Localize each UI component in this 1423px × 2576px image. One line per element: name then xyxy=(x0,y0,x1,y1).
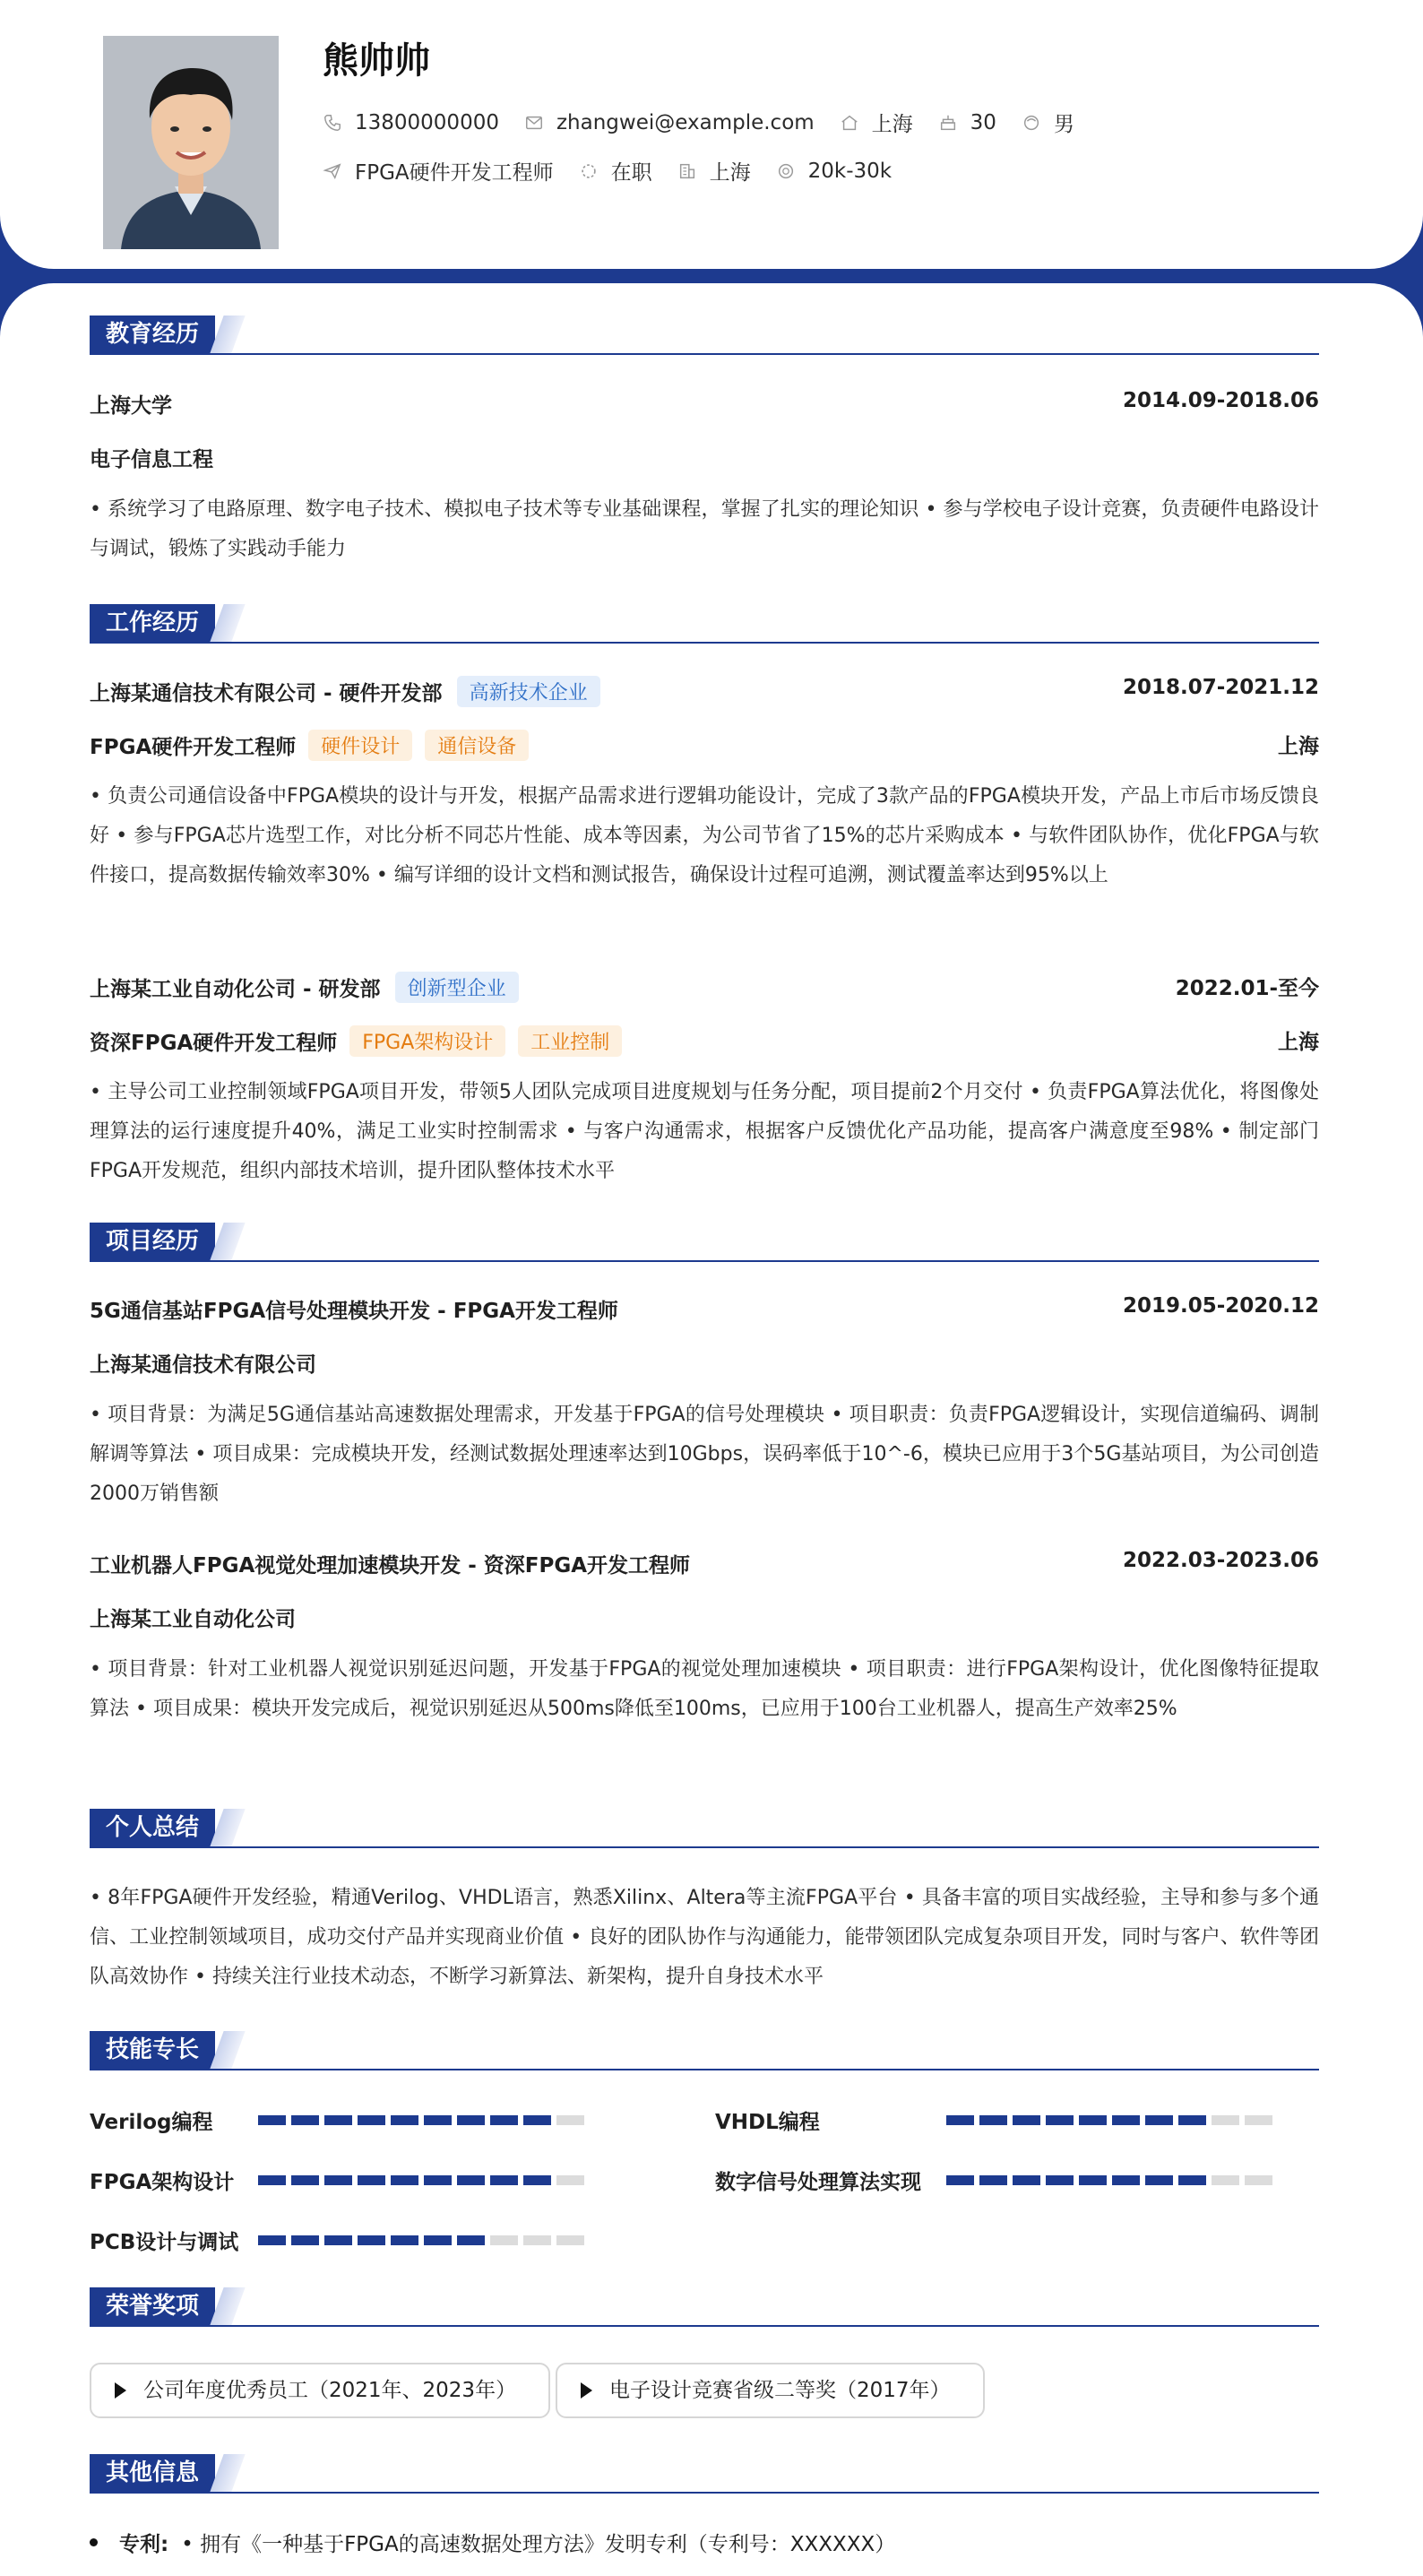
skill-segment-filled xyxy=(424,2115,452,2125)
section-other xyxy=(90,2454,1319,2494)
skill-name: FPGA架构设计 xyxy=(90,2171,235,2194)
email-value: zhangwei@example.com xyxy=(556,110,815,134)
project-name: 5G通信基站FPGA信号处理模块开发 - FPGA开发工程师 xyxy=(90,1300,618,1323)
section-title: 项目经历 xyxy=(90,1223,215,1260)
skill-segment-filled xyxy=(523,2115,551,2125)
skill-segment-filled xyxy=(291,2175,319,2185)
skill-segment-filled xyxy=(391,2235,418,2245)
skill-item xyxy=(90,2226,590,2255)
skill-segment-filled xyxy=(490,2115,518,2125)
skill-name: VHDL编程 xyxy=(715,2111,820,2134)
job-tag: 硬件设计 xyxy=(308,730,412,761)
skill-segment-empty xyxy=(1212,2175,1239,2185)
project-company: 上海某通信技术有限公司 xyxy=(90,1353,316,1377)
project-dates: 2022.03-2023.06 xyxy=(1122,1549,1319,1572)
skill-segment-empty xyxy=(556,2235,584,2245)
skill-segment-filled xyxy=(258,2175,286,2185)
skill-segment-filled xyxy=(1046,2115,1074,2125)
skill-segment-empty xyxy=(556,2115,584,2125)
status-info xyxy=(579,156,652,186)
position-info xyxy=(323,156,554,186)
job-tag: 通信设备 xyxy=(425,730,529,761)
mail-icon xyxy=(524,113,544,133)
patent-label: 专利: xyxy=(119,2533,169,2556)
award-text: 电子设计竞赛省级二等奖（2017年） xyxy=(609,2379,951,2402)
gender-info xyxy=(1022,108,1074,137)
job-location: 上海 xyxy=(1278,1031,1319,1054)
skill-segment-filled xyxy=(1079,2115,1107,2125)
company-name: 上海某工业自动化公司 - 研发部 xyxy=(90,978,381,1001)
job-title: 资深FPGA硬件开发工程师 xyxy=(90,1032,338,1055)
triangle-icon xyxy=(581,2382,592,2399)
skill-segment-filled xyxy=(1112,2115,1140,2125)
section-project xyxy=(90,1223,1319,1262)
status-icon xyxy=(579,161,599,181)
skill-item xyxy=(90,2165,590,2195)
skill-segment-filled xyxy=(457,2115,485,2125)
skill-item xyxy=(90,2105,590,2135)
award-badge xyxy=(90,2363,550,2418)
skill-item xyxy=(715,2165,1278,2195)
project-company: 上海某工业自动化公司 xyxy=(90,1608,296,1631)
section-title: 工作经历 xyxy=(90,604,215,642)
skill-segment-filled xyxy=(424,2235,452,2245)
skill-level-bar xyxy=(258,2235,590,2245)
skill-segment-filled xyxy=(324,2175,352,2185)
section-skills xyxy=(90,2031,1319,2070)
city-value: 上海 xyxy=(871,113,913,136)
skill-segment-filled xyxy=(291,2115,319,2125)
skill-segment-filled xyxy=(1178,2115,1206,2125)
skill-segment-filled xyxy=(1112,2175,1140,2185)
skill-segment-filled xyxy=(523,2175,551,2185)
work-desc: • 主导公司工业控制领域FPGA项目开发，带领5人团队完成项目进度规划与任务分配，项目提前2个月交付 • 负责FPGA算法优化，将图像处理算法的运行速度提升40%，满足工业实时控制需求 • 与客户沟通需求，根据客户反馈优化产品功能，提高客户满意度至98% • 制定部门FPGA开发规范，组织内部技术培训，提升团队整体技术水平 xyxy=(90,1081,1319,1182)
skill-segment-filled xyxy=(324,2115,352,2125)
project-desc: • 项目背景：为满足5G通信基站高速数据处理需求，开发基于FPGA的信号处理模块 • 项目职责：负责FPGA逻辑设计，实现信道编码、调制解调等算法 • 项目成果：完成模块开发，经测试数据处理速率达到10Gbps，误码率低于10^-6，模块已应用于3个5G基站项目，为公司创造2000万销售额 xyxy=(90,1404,1319,1505)
skill-segment-filled xyxy=(946,2115,974,2125)
skill-segment-filled xyxy=(1145,2175,1173,2185)
profile-photo xyxy=(103,36,279,249)
summary-text: • 8年FPGA硬件开发经验，精通Verilog、VHDL语言，熟悉Xilinx、Altera等主流FPGA平台 • 具备丰富的项目实战经验，主导和参与多个通信、工业控制领域项目，成功交付产品并实现商业价值 • 良好的团队协作与沟通能力，能带领团队完成复杂项目开发，同时与客户、软件等团队高效协作 • 持续关注行业技术动态，不断学习新算法、新架构，提升自身技术水平 xyxy=(90,1887,1319,1988)
skill-segment-empty xyxy=(1245,2175,1272,2185)
skill-segment-empty xyxy=(523,2235,551,2245)
work-desc: • 负责公司通信设备中FPGA模块的设计与开发，根据产品需求进行逻辑功能设计，完成了3款产品的FPGA模块开发，产品上市后市场反馈良好 • 参与FPGA芯片选型工作，对比分析不同芯片性能、成本等因素，为公司节省了15%的芯片采购成本 • 与软件团队协作，优化FPGA与软件接口，提高数据传输效率30% • 编写详细的设计文档和测试报告，确保设计过程可追溯，测试覆盖率达到95%以上 xyxy=(90,785,1319,886)
award-text: 公司年度优秀员工（2021年、2023年） xyxy=(143,2379,517,2402)
work-city-info xyxy=(677,156,751,186)
section-work xyxy=(90,604,1319,644)
skill-segment-filled xyxy=(490,2175,518,2185)
resume-body xyxy=(0,283,1423,2576)
home-icon xyxy=(840,113,859,133)
skill-segment-filled xyxy=(424,2175,452,2185)
send-icon xyxy=(323,161,342,181)
position-value: FPGA硬件开发工程师 xyxy=(355,161,554,185)
skill-item xyxy=(715,2105,1278,2135)
candidate-name: 熊帅帅 xyxy=(323,40,430,82)
skill-name: Verilog编程 xyxy=(90,2111,213,2134)
skill-level-bar xyxy=(946,2115,1278,2125)
skill-segment-filled xyxy=(258,2115,286,2125)
skill-segment-filled xyxy=(457,2175,485,2185)
skill-segment-empty xyxy=(490,2235,518,2245)
skill-segment-empty xyxy=(1245,2115,1272,2125)
skill-name: 数字信号处理算法实现 xyxy=(715,2171,921,2194)
cake-icon xyxy=(938,113,958,133)
skill-segment-filled xyxy=(1079,2175,1107,2185)
age-info xyxy=(938,111,996,134)
skill-segment-filled xyxy=(979,2115,1007,2125)
school-name: 上海大学 xyxy=(90,394,172,418)
section-title: 技能专长 xyxy=(90,2031,215,2069)
status-value: 在职 xyxy=(610,161,652,185)
job-location: 上海 xyxy=(1278,735,1319,758)
contact-row xyxy=(323,108,1100,137)
section-summary xyxy=(90,1809,1319,1848)
salary-info xyxy=(776,160,892,183)
phone-info xyxy=(323,111,499,134)
job-tag: FPGA架构设计 xyxy=(349,1025,505,1057)
skill-name: PCB设计与调试 xyxy=(90,2231,239,2254)
bullet-icon xyxy=(90,2538,98,2546)
resume-header xyxy=(0,0,1423,269)
skill-segment-filled xyxy=(358,2175,385,2185)
skill-segment-filled xyxy=(979,2175,1007,2185)
skill-segment-filled xyxy=(1046,2175,1074,2185)
skill-level-bar xyxy=(258,2175,590,2185)
skill-segment-filled xyxy=(946,2175,974,2185)
triangle-icon xyxy=(115,2382,126,2399)
project-desc: • 项目背景：针对工业机器人视觉识别延迟问题，开发基于FPGA的视觉处理加速模块 • 项目职责：进行FPGA架构设计，优化图像特征提取算法 • 项目成果：模块开发完成后，视觉识别延迟从500ms降低至100ms，已应用于100台工业机器人，提高生产效率25% xyxy=(90,1658,1319,1720)
gender-icon xyxy=(1022,113,1041,133)
section-title: 个人总结 xyxy=(90,1809,215,1846)
job-title: FPGA硬件开发工程师 xyxy=(90,736,297,759)
work-dates: 2022.01-至今 xyxy=(1175,977,1319,1000)
skill-segment-filled xyxy=(1178,2175,1206,2185)
gender-value: 男 xyxy=(1053,113,1074,136)
age-value: 30 xyxy=(970,110,996,134)
patent-value: • 拥有《一种基于FPGA的高速数据处理方法》发明专利（专利号：XXXXXX） xyxy=(181,2533,896,2556)
education-dates: 2014.09-2018.06 xyxy=(1122,389,1319,412)
award-badge xyxy=(556,2363,985,2418)
section-education xyxy=(90,316,1319,355)
patent-row xyxy=(90,2528,895,2557)
major-name: 电子信息工程 xyxy=(90,448,213,471)
section-title: 其他信息 xyxy=(90,2454,215,2492)
company-name: 上海某通信技术有限公司 - 硬件开发部 xyxy=(90,682,443,705)
skill-segment-filled xyxy=(358,2235,385,2245)
section-title: 教育经历 xyxy=(90,316,215,353)
skill-segment-filled xyxy=(1145,2115,1173,2125)
skill-segment-filled xyxy=(391,2175,418,2185)
email-info xyxy=(524,111,815,134)
salary-value: 20k-30k xyxy=(807,159,893,183)
job-tag: 工业控制 xyxy=(518,1025,622,1057)
skill-segment-filled xyxy=(291,2235,319,2245)
skill-segment-filled xyxy=(1013,2175,1040,2185)
skill-segment-filled xyxy=(358,2115,385,2125)
company-tag: 高新技术企业 xyxy=(457,676,600,707)
phone-icon xyxy=(323,113,342,133)
city-info xyxy=(840,108,913,137)
section-awards xyxy=(90,2287,1319,2327)
skill-segment-empty xyxy=(1212,2115,1239,2125)
coin-icon xyxy=(776,161,796,181)
work-city-value: 上海 xyxy=(709,161,751,185)
phone-value: 13800000000 xyxy=(355,110,499,134)
section-title: 荣誉奖项 xyxy=(90,2287,215,2325)
skill-level-bar xyxy=(946,2175,1278,2185)
skill-segment-filled xyxy=(1013,2115,1040,2125)
skill-segment-filled xyxy=(258,2235,286,2245)
work-dates: 2018.07-2021.12 xyxy=(1122,676,1319,699)
building-icon xyxy=(677,161,697,181)
skill-segment-filled xyxy=(457,2235,485,2245)
job-intent-row xyxy=(323,156,917,186)
skill-level-bar xyxy=(258,2115,590,2125)
company-tag: 创新型企业 xyxy=(395,972,519,1003)
project-name: 工业机器人FPGA视觉处理加速模块开发 - 资深FPGA开发工程师 xyxy=(90,1554,691,1578)
project-dates: 2019.05-2020.12 xyxy=(1122,1294,1319,1318)
skill-segment-filled xyxy=(324,2235,352,2245)
skill-segment-empty xyxy=(556,2175,584,2185)
skill-segment-filled xyxy=(391,2115,418,2125)
education-desc: • 系统学习了电路原理、数字电子技术、模拟电子技术等专业基础课程，掌握了扎实的理论知识 • 参与学校电子设计竞赛，负责硬件电路设计与调试，锻炼了实践动手能力 xyxy=(90,498,1319,560)
